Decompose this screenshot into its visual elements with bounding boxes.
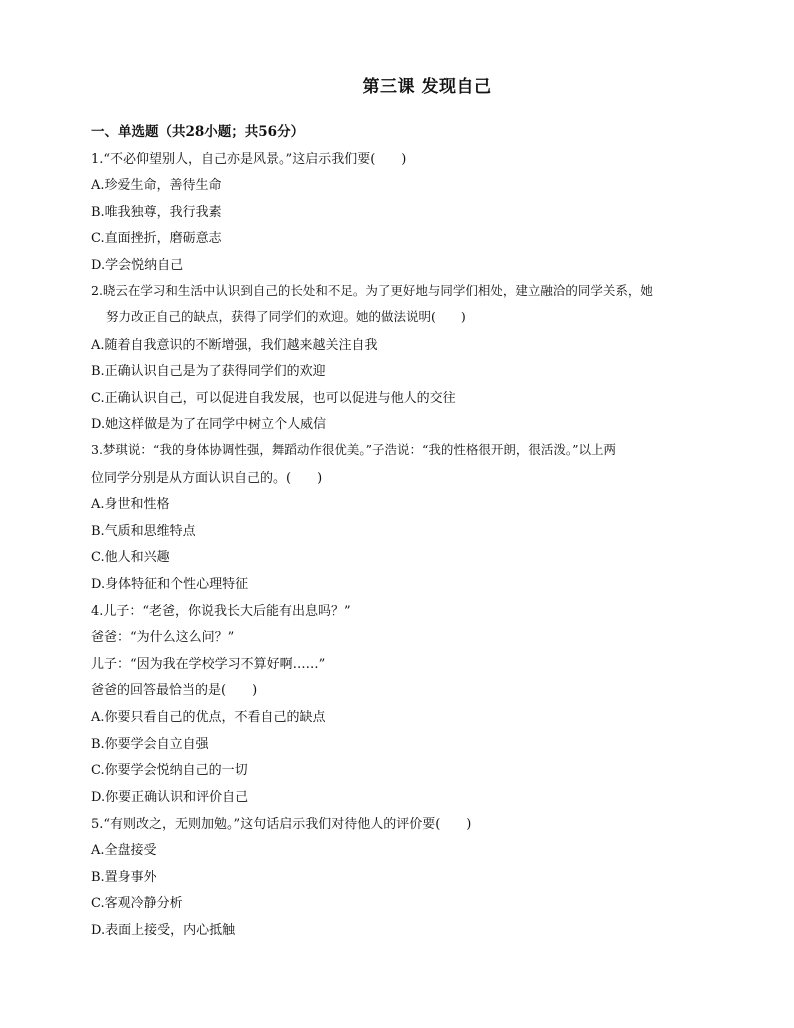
question-4-dialogue-1: 4.儿子：“老爸，你说我长大后能有出息吗？” bbox=[91, 604, 351, 619]
question-3-stem: 3.梦琪说：“我的身体协调性强，舞蹈动作很优美。”子浩说：“我的性格很开朗，很活泼。”以上两 bbox=[91, 442, 616, 457]
question-5-option-b: B.置身事外 bbox=[91, 870, 157, 885]
question-4-stem: 爸爸的回答最恰当的是( ) bbox=[91, 683, 258, 698]
question-1-option-b: B.唯我独尊，我行我素 bbox=[91, 205, 222, 220]
question-1-option-a: A.珍爱生命，善待生命 bbox=[91, 178, 222, 193]
page-title: 第三课 发现自己 bbox=[362, 77, 492, 97]
question-4-option-d: D.你要正确认识和评价自己 bbox=[91, 790, 249, 805]
question-5-option-d: D.表面上接受，内心抵触 bbox=[91, 923, 236, 938]
question-5-option-c: C.客观冷静分析 bbox=[91, 896, 183, 911]
question-2-option-a: A.随着自我意识的不断增强，我们越来越关注自我 bbox=[91, 338, 378, 353]
question-1-option-d: D.学会悦纳自己 bbox=[91, 258, 184, 273]
question-3-stem-continued: 位同学分别是从方面认识自己的。( ) bbox=[91, 471, 323, 486]
question-1-stem: 1.“不必仰望别人，自己亦是风景。”这启示我们要( ) bbox=[91, 152, 407, 167]
question-3-option-a: A.身世和性格 bbox=[91, 497, 170, 512]
question-1-option-c: C.直面挫折，磨砺意志 bbox=[91, 231, 222, 246]
section-heading: 一、单选题（共28小题；共56分） bbox=[91, 124, 305, 140]
question-4-dialogue-3: 儿子：“因为我在学校学习不算好啊……” bbox=[91, 657, 326, 672]
question-2-option-c: C.正确认识自己，可以促进自我发展，也可以促进与他人的交往 bbox=[91, 391, 456, 406]
question-4-option-a: A.你要只看自己的优点，不看自己的缺点 bbox=[91, 710, 326, 725]
question-3-option-c: C.他人和兴趣 bbox=[91, 550, 170, 565]
question-2-stem-continued: 努力改正自己的缺点，获得了同学们的欢迎。她的做法说明( ) bbox=[106, 309, 466, 324]
question-4-option-b: B.你要学会自立自强 bbox=[91, 737, 209, 752]
question-4-dialogue-2: 爸爸：“为什么这么问？” bbox=[91, 630, 235, 645]
question-2-option-d: D.她这样做是为了在同学中树立个人威信 bbox=[91, 417, 327, 432]
question-3-option-d: D.身体特征和个性心理特征 bbox=[91, 577, 249, 592]
question-5-option-a: A.全盘接受 bbox=[91, 843, 157, 858]
question-3-option-b: B.气质和思维特点 bbox=[91, 524, 196, 539]
question-4-option-c: C.你要学会悦纳自己的一切 bbox=[91, 763, 248, 778]
question-2-option-b: B.正确认识自己是为了获得同学们的欢迎 bbox=[91, 364, 326, 379]
question-2-stem: 2.晓云在学习和生活中认识到自己的长处和不足。为了更好地与同学们相处，建立融洽的同学关系，她 bbox=[91, 283, 653, 298]
question-5-stem: 5.“有则改之，无则加勉。”这句话启示我们对待他人的评价要( ) bbox=[91, 817, 472, 832]
